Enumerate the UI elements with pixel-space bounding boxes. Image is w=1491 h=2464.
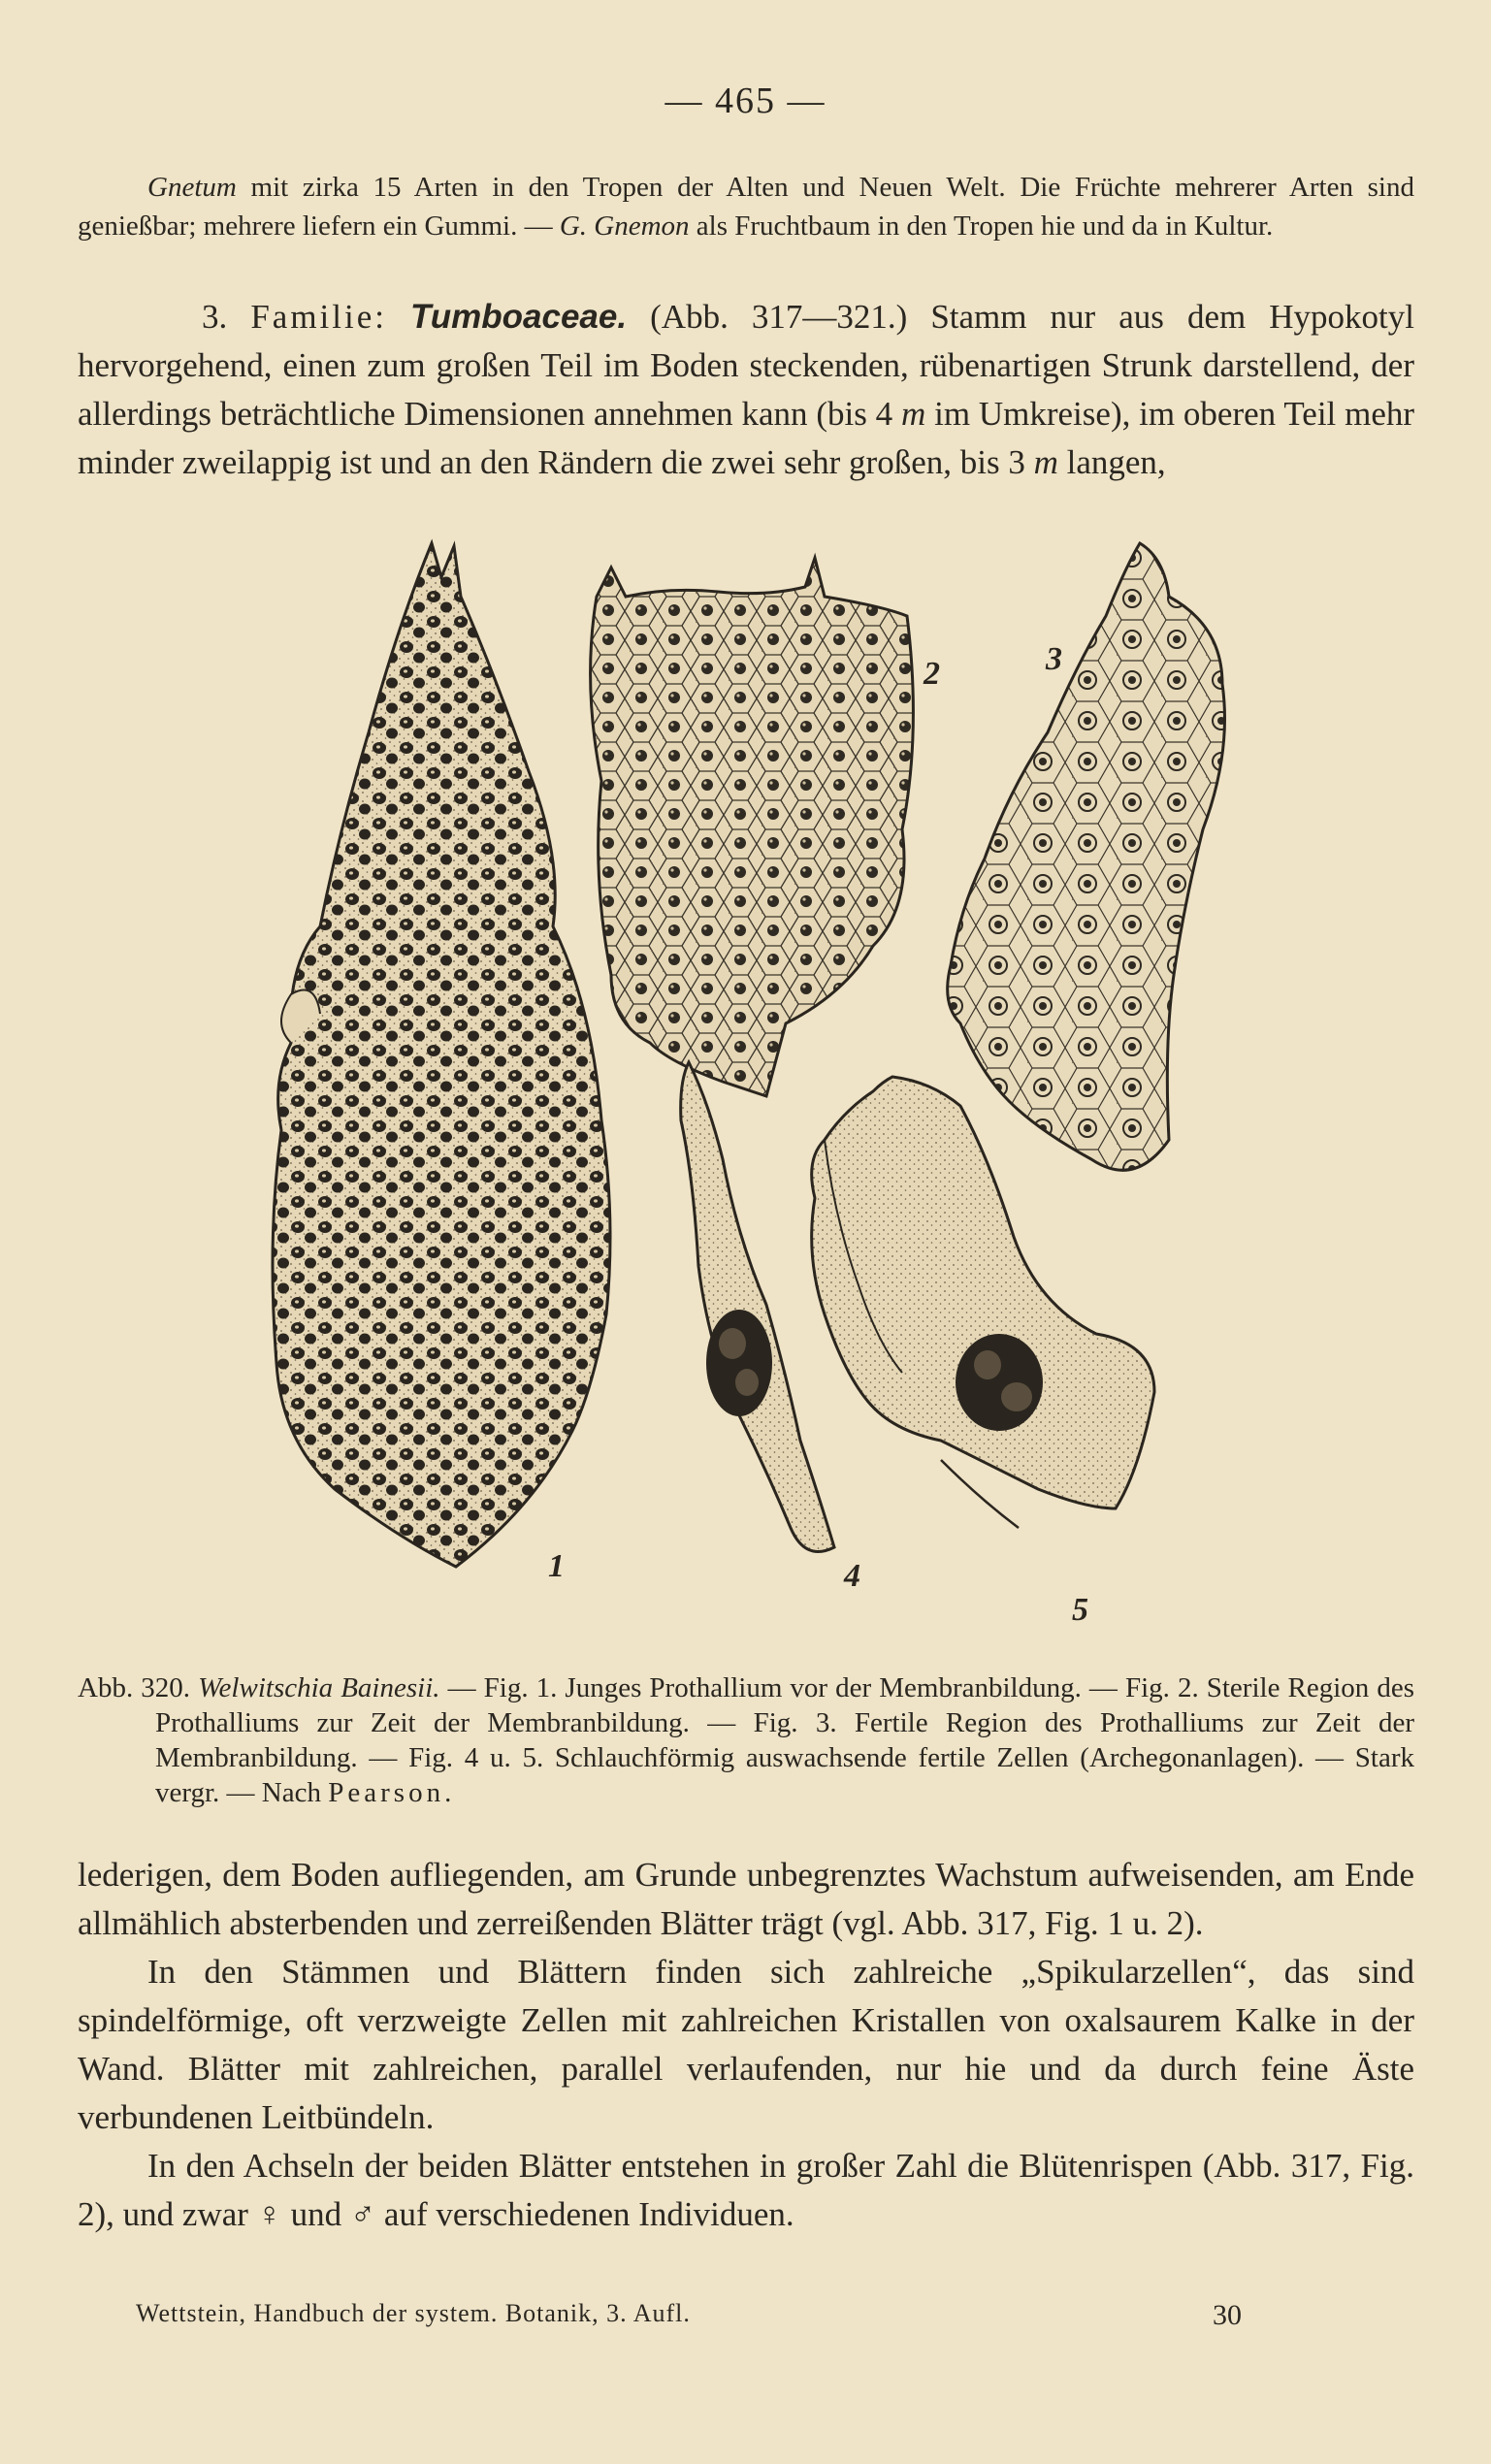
genus-name: Gnetum	[147, 172, 237, 203]
fig2-sterile-region	[591, 558, 914, 1096]
family-paragraph	[78, 293, 1414, 487]
unit-m-1: m	[901, 395, 926, 433]
footer-source: Wettstein, Handbuch der system. Botanik, 3. Aufl.	[136, 2299, 691, 2327]
body-text	[78, 1851, 1414, 2239]
fig-label-1: 1	[548, 1548, 565, 1584]
prothallium-drawing	[262, 538, 1251, 1654]
intro-text-2: als Fruchtbaum in den Tropen hie und da in Kultur.	[689, 211, 1274, 242]
unit-m-2: m	[1033, 443, 1058, 481]
caption-prefix: Abb. 320.	[78, 1672, 199, 1703]
page-number: — 465 —	[664, 81, 827, 121]
fig1-prothallium	[273, 543, 610, 1567]
family-name: Tumboaceae.	[410, 298, 628, 336]
family-number: 3.	[202, 298, 228, 336]
family-label: Familie:	[250, 298, 387, 336]
fig-label-2: 2	[924, 656, 940, 692]
fig-label-3: 3	[1046, 641, 1062, 677]
body-paragraph-2: In den Stämmen und Blättern finden sich zahlreiche „Spikularzellen“, das sind spindelförmige, oft verzweigte Zellen mit zahlreichen Kristallen von oxalsaurem Kalke in der Wand. Blätter mit zahlreichen, parallel verlaufenden, nur hie und da durch feine Äste verbundenen Leitbündeln.	[78, 1953, 1414, 2136]
fig-label-5: 5	[1072, 1592, 1088, 1628]
figure-illustration	[262, 538, 1251, 1654]
figure-caption	[78, 1670, 1414, 1810]
page-footer	[136, 2299, 1242, 2332]
species-name: G. Gnemon	[559, 211, 690, 242]
family-text-c: langen,	[1057, 443, 1166, 481]
caption-author: Pearson.	[328, 1777, 456, 1808]
fig-label-4: 4	[844, 1558, 860, 1594]
footer-sheet-number: 30	[1213, 2299, 1242, 2331]
intro-text-1: mit zirka 15 Arten in den Tropen der Alten und Neuen Welt. Die Früchte mehrerer Arten sind genießbar; mehrere liefern ein Gummi. —	[78, 172, 1414, 242]
family-text-b: im Umkreise), im oberen Teil mehr minder zweilappig ist und an den Rändern die zwei sehr großen, bis 3	[78, 395, 1415, 481]
body-paragraph-3: In den Achseln der beiden Blätter entstehen in großer Zahl die Blütenrispen (Abb. 317, Fig. 2), und zwar ♀ und ♂ auf verschiedenen Individuen.	[78, 2147, 1414, 2233]
fig3-fertile-region	[948, 543, 1225, 1170]
caption-species: Welwitschia Bainesii.	[198, 1672, 440, 1703]
caption-text: — Fig. 1. Junges Prothallium vor der Membranbildung. — Fig. 2. Sterile Region des Prothalliums zur Zeit der Membranbildung. — Fig. 3. Fertile Region des Prothalliums zur Zeit der Membranbildung. — Fig. 4 u. 5. Schlauchförmig auswachsende fertile Zellen (Archegonanlagen). — Stark vergr. — Nach	[155, 1672, 1414, 1808]
family-text: (Abb. 317—321.) Stamm nur aus dem Hypokotyl hervorgehend, einen zum großen Teil im Boden steckenden, rübenartigen Strunk darstellend, der allerdings beträchtliche Dimensionen annehmen kann (bis 4	[78, 298, 1415, 433]
body-paragraph-1: lederigen, dem Boden aufliegenden, am Grunde unbegrenztes Wachstum aufweisenden, am Ende allmählich absterbenden und zerreißenden Blätter trägt (vgl. Abb. 317, Fig. 1 u. 2).	[78, 1856, 1414, 1942]
intro-paragraph	[78, 168, 1414, 245]
fig4-tube-cell	[681, 1062, 834, 1552]
